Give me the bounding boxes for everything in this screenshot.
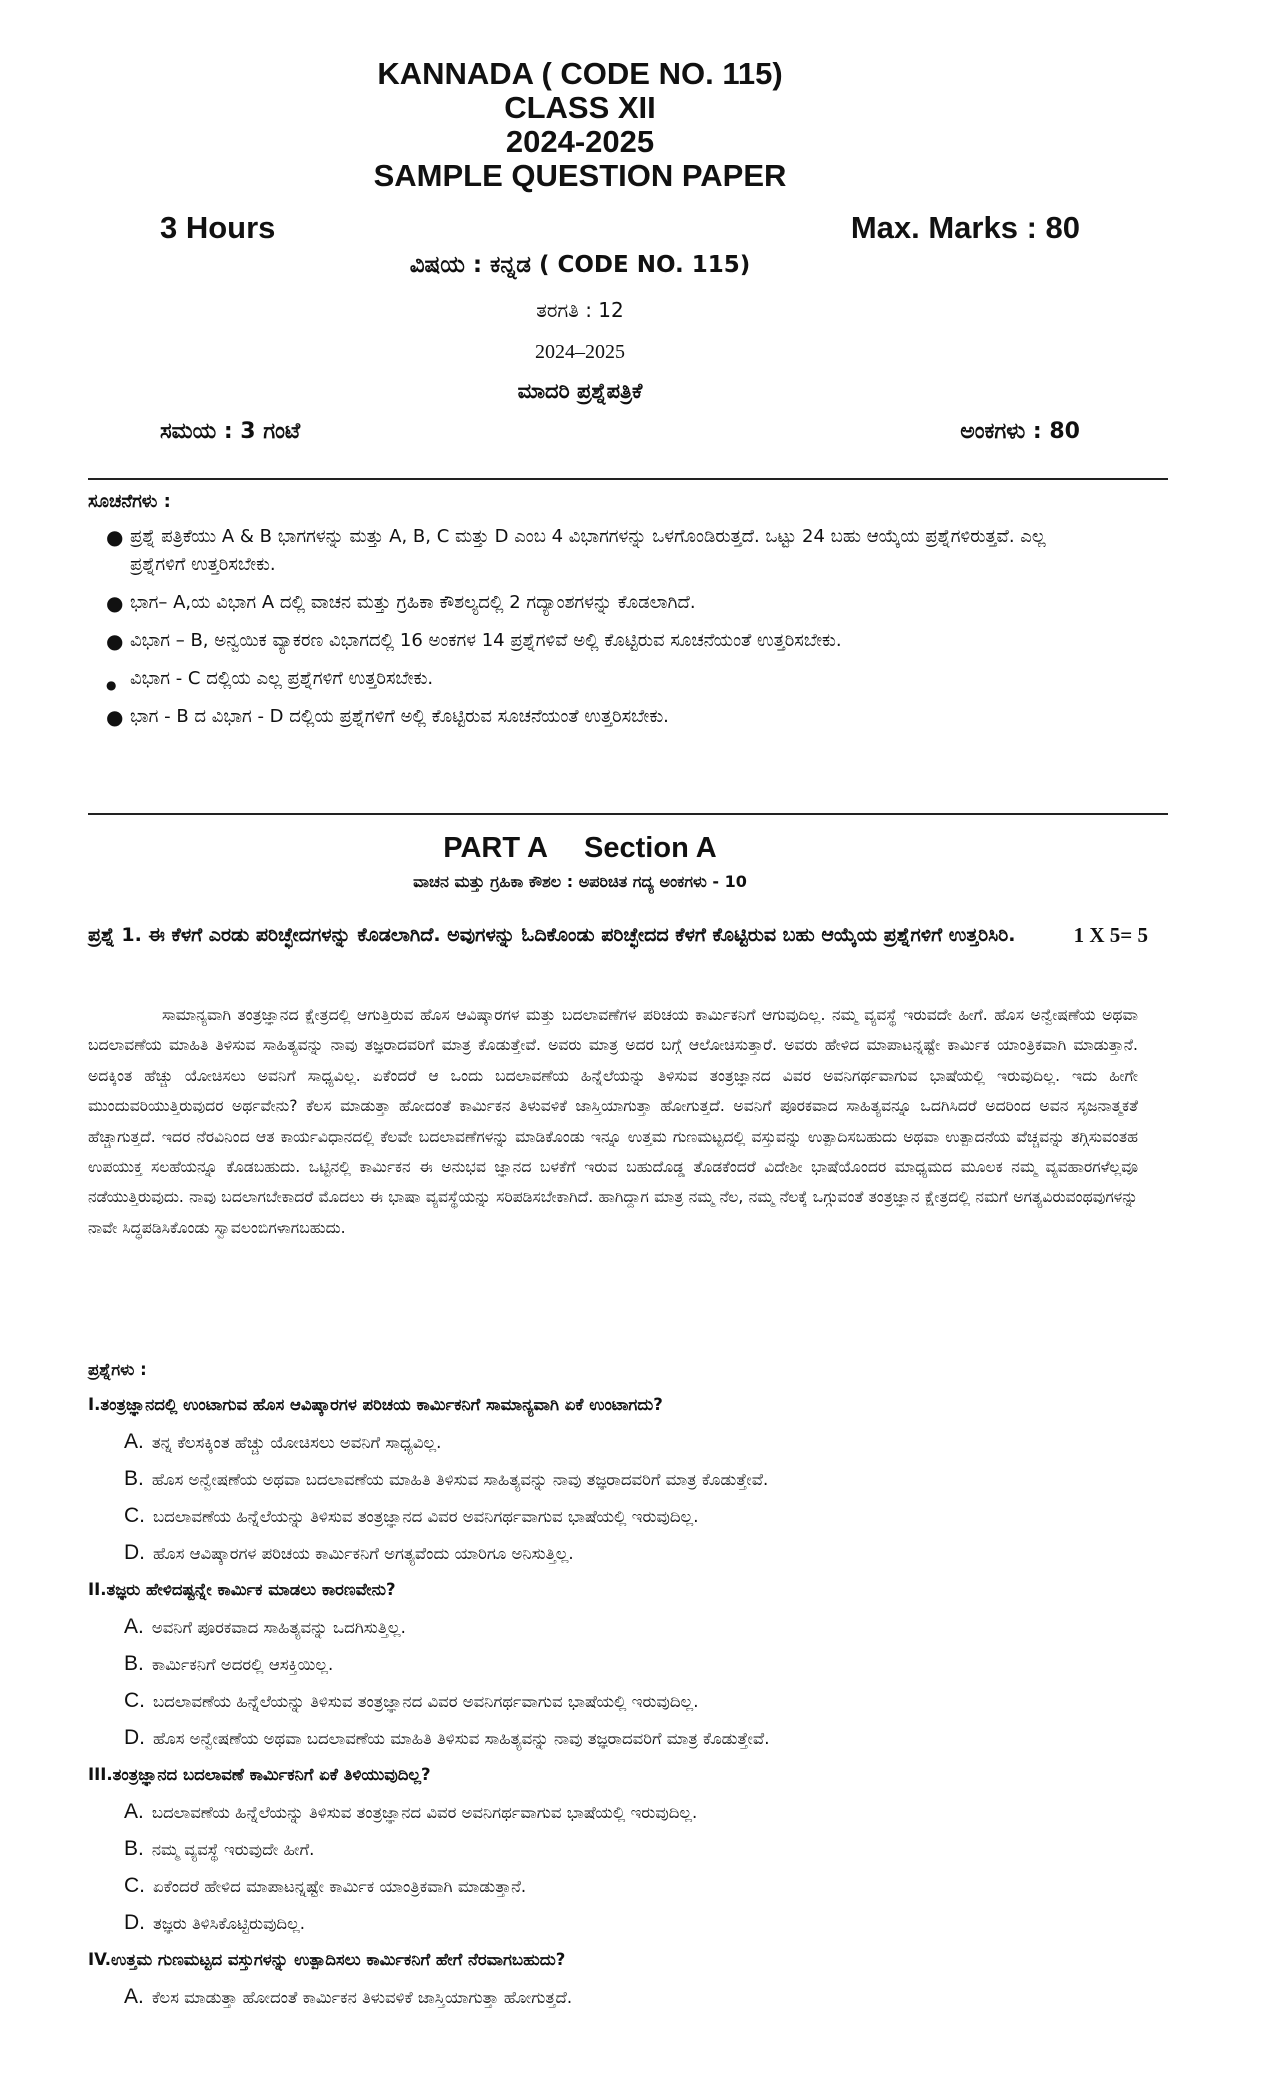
class-title: CLASS XII <box>504 90 656 125</box>
questions-heading: ಪ್ರಶ್ನೆಗಳು : <box>88 1360 147 1379</box>
instruction-item: ● ವಿಭಾಗ - C ದಲ್ಲಿಯ ಎಲ್ಲ ಪ್ರಶ್ನೆಗಳಿಗೆ ಉತ್ತರಿಸಬೇಕು. <box>88 665 1088 693</box>
question-block-4 <box>88 1941 1148 2015</box>
instruction-item: ● ಪ್ರಶ್ನೆ ಪತ್ರಿಕೆಯು A & B ಭಾಗಗಳನ್ನು ಮತ್ತು A, B, C ಮತ್ತು D ಎಂಬ 4 ವಿಭಾಗಗಳನ್ನು ಒಳಗೊಂಡಿರುತ್ತದೆ. ಒಟ್ಟು 24 ಬಹು ಆಯ್ಕೆಯ ಪ್ರಶ್ನೆಗಳಿರುತ್ತವೆ. ಎಲ್ಲ ಪ್ರಶ್ನೆಗಳಿಗೆ ಉತ್ತರಿಸಬೇಕು. <box>106 525 1046 575</box>
question-1-text: ಪ್ರಶ್ನೆ 1. ಈ ಕೆಳಗೆ ಎರಡು ಪರಿಚ್ಛೇದಗಳನ್ನು ಕೊಡಲಾಗಿದೆ. ಅವುಗಳನ್ನು ಓದಿಕೊಂಡು ಪರಿಚ್ಛೇದದ ಕೆಳಗೆ ಕೊಟ್ಟಿರುವ ಬಹು ಆಯ್ಕೆಯ ಪ್ರಶ್ನೆಗಳಿಗೆ ಉತ್ತರಿಸಿರಿ. <box>88 924 1016 946</box>
question-block-1 <box>88 1386 1148 1571</box>
bullet-icon: ● <box>106 525 124 549</box>
subject-title: KANNADA ( CODE NO. 115) <box>377 56 783 91</box>
kannada-year: 2024–2025 <box>535 341 625 363</box>
kannada-subject: ವಿಷಯ : ಕನ್ನಡ ( CODE NO. 115) <box>409 252 751 278</box>
question-block-2 <box>88 1571 1148 1756</box>
duration-label: 3 Hours <box>160 210 276 245</box>
instructions-list <box>88 523 1088 741</box>
duration-marks-row <box>160 210 1080 246</box>
bullet-icon: ● <box>106 591 124 615</box>
question-block-3 <box>88 1756 1148 1941</box>
bullet-icon: ● <box>106 629 124 653</box>
option-a: A. ತನ್ನ ಕೆಲಸಕ್ಕಿಂತ ಹೆಚ್ಚು ಯೋಚಿಸಲು ಅವನಿಗೆ ಸಾಧ್ಯವಿಲ್ಲ. <box>124 1430 442 1453</box>
question-text: III.ತಂತ್ರಜ್ಞಾನದ ಬದಲಾವಣೆ ಕಾರ್ಮಿಕನಿಗೆ ಏಕೆ ತಿಳಿಯುವುದಿಲ್ಲ? <box>88 1765 431 1784</box>
divider-middle <box>88 813 1168 815</box>
marks-label: ಅಂಕಗಳು : 80 <box>960 419 1080 444</box>
bullet-icon: ● <box>106 678 117 692</box>
question-1-marks: 1 X 5= 5 <box>1073 923 1148 947</box>
paper-title: SAMPLE QUESTION PAPER <box>373 158 787 193</box>
option-d: D. ತಜ್ಞರು ತಿಳಿಸಿಕೊಟ್ಟಿರುವುದಿಲ್ಲ. <box>124 1911 305 1934</box>
question-text: I.ತಂತ್ರಜ್ಞಾನದಲ್ಲಿ ಉಂಟಾಗುವ ಹೊಸ ಆವಿಷ್ಕಾರಗಳ ಪರಿಚಯ ಕಾರ್ಮಿಕನಿಗೆ ಸಾಮಾನ್ಯವಾಗಿ ಏಕೆ ಉಂಟಾಗದು? <box>88 1395 663 1414</box>
question-text: IV.ಉತ್ತಮ ಗುಣಮಟ್ಟದ ವಸ್ತುಗಳನ್ನು ಉತ್ಪಾದಿಸಲು ಕಾರ್ಮಿಕನಿಗೆ ಹೇಗೆ ನೆರವಾಗಬಹುದು? <box>88 1950 566 1969</box>
year-title: 2024-2025 <box>505 124 655 159</box>
kannada-paper-title: ಮಾದರಿ ಪ್ರಶ್ನೆಪತ್ರಿಕೆ <box>517 379 643 403</box>
section-label: Section A <box>584 832 717 864</box>
option-c: C. ಬದಲಾವಣೆಯ ಹಿನ್ನೆಲೆಯನ್ನು ತಿಳಿಸುವ ತಂತ್ರಜ್ಞಾನದ ವಿವರ ಅವನಿಗರ್ಥವಾಗುವ ಭಾಷೆಯಲ್ಲಿ ಇರುವುದಿಲ್ಲ. <box>124 1504 699 1527</box>
instruction-item: ● ಭಾಗ– A,ಯ ವಿಭಾಗ A ದಲ್ಲಿ ವಾಚನ ಮತ್ತು ಗ್ರಹಿಕಾ ಕೌಶಲ್ಯದಲ್ಲಿ 2 ಗದ್ಯಾಂಶಗಳನ್ನು ಕೊಡಲಾಗಿದೆ. <box>106 591 696 615</box>
passage-text: ಸಾಮಾನ್ಯವಾಗಿ ತಂತ್ರಜ್ಞಾನದ ಕ್ಷೇತ್ರದಲ್ಲಿ ಆಗುತ್ತಿರುವ ಹೊಸ ಆವಿಷ್ಕಾರಗಳ ಮತ್ತು ಬದಲಾವಣೆಗಳ ಪರಿಚಯ ಕಾರ್ಮಿಕನಿಗೆ ಆಗುವುದಿಲ್ಲ. ನಮ್ಮ ವ್ಯವಸ್ಥೆ ಇರುವದೇ ಹೀಗೆ. ಹೊಸ ಅನ್ವೇಷಣೆಯ ಅಥವಾ ಬದಲಾವಣೆಯ ಮಾಹಿತಿ ತಿಳಿಸುವ ಸಾಹಿತ್ಯವನ್ನು ನಾವು ತಜ್ಞರಾದವರಿಗೆ ಮಾತ್ರ ಕೊಡುತ್ತೇವೆ. ಅವರು ಮಾತ್ರ ಅದರ ಬಗ್ಗೆ ಆಲೋಚಿಸುತ್ತಾರೆ. ಅವರು ಹೇಳಿದ ಮಾಪಾಟನ್ನಷ್ಟೇ ಕಾರ್ಮಿಕ ಯಾಂತ್ರಿಕವಾಗಿ ಮಾಡುತ್ತಾನೆ. ಅದಕ್ಕಿಂತ ಹೆಚ್ಚು ಯೋಚಿಸಲು ಅವನಿಗೆ ಸಾಧ್ಯವಿಲ್ಲ. ಏಕೆಂದರೆ ಆ ಒಂದು ಬದಲಾವಣೆಯ ಹಿನ್ನೆಲೆಯನ್ನು ತಿಳಿಸುವ ತಂತ್ರಜ್ಞಾನದ ವಿವರ ಅವನಿಗರ್ಥವಾಗುವ ಭಾಷೆಯಲ್ಲಿ ಇರುವುದಿಲ್ಲ. ಇದು ಹೀಗೇ ಮುಂದುವರಿಯುತ್ತಿರುವುದರ ಅರ್ಥವೇನು? ಕೆಲಸ ಮಾಡುತ್ತಾ ಹೋದಂತೆ ಕಾರ್ಮಿಕನ ತಿಳುವಳಿಕೆ ಜಾಸ್ತಿಯಾಗುತ್ತಾ ಹೋಗುತ್ತದೆ. ಅವನಿಗೆ ಪೂರಕವಾದ ಸಾಹಿತ್ಯವನ್ನೂ ಒದಗಿಸಿದರೆ ಅದರಿಂದ ಅವನ ಸೃಜನಾತ್ಮಕತೆ ಹೆಚ್ಚಾಗುತ್ತದೆ. ಇದರ ನೆರವಿನಿಂದ ಆತ ಕಾರ್ಯವಿಧಾನದಲ್ಲಿ ಕೆಲವೇ ಬದಲಾವಣೆಗಳನ್ನು ಮಾಡಿಕೊಂಡು ಇನ್ನೂ ಉತ್ತಮ ಗುಣಮಟ್ಟದಲ್ಲಿ ವಸ್ತುವನ್ನು ಉತ್ಪಾದಿಸಬಹುದು ಅಥವಾ ಉತ್ಪಾದನೆಯ ವೆಚ್ಚವನ್ನು ತಗ್ಗಿಸುವಂತಹ ಉಪಯುಕ್ತ ಸಲಹೆಯನ್ನೂ ಕೊಡಬಹುದು. ಒಟ್ಟಿನಲ್ಲಿ ಕಾರ್ಮಿಕನ ಈ ಅನುಭವ ಜ್ಞಾನದ ಬಳಕೆಗೆ ಇರುವ ಬಹುದೊಡ್ಡ ತೊಡಕೆಂದರೆ ವಿದೇಶೀ ಭಾಷೆಯೊಂದರ ಮಾಧ್ಯಮದ ಮೂಲಕ ನಮ್ಮ ವ್ಯವಹಾರಗಳೆಲ್ಲವೂ ನಡೆಯುತ್ತಿರುವುದು. ನಾವು ಬದಲಾಗಬೇಕಾದರೆ ಮೊದಲು ಈ ಭಾಷಾ ವ್ಯವಸ್ಥೆಯನ್ನು ಸರಿಪಡಿಸಬೇಕಾಗಿದೆ. ಹಾಗಿದ್ದಾಗ ಮಾತ್ರ ನಮ್ಮ ನೆಲ, ನಮ್ಮ ನೆಲಕ್ಕೆ ಒಗ್ಗುವಂತೆ ತಂತ್ರಜ್ಞಾನ ಕ್ಷೇತ್ರದಲ್ಲಿ ನಮಗೆ ಅಗತ್ಯವಿರುವಂಥವುಗಳನ್ನು ನಾವೇ ಸಿದ್ಧಪಡಿಸಿಕೊಂಡು ಸ್ವಾವಲಂಬಿಗಳಾಗಬಹುದು. <box>88 1006 1138 1237</box>
option-a: A. ಕೆಲಸ ಮಾಡುತ್ತಾ ಹೋದಂತೆ ಕಾರ್ಮಿಕನ ತಿಳುವಳಿಕೆ ಜಾಸ್ತಿಯಾಗುತ್ತಾ ಹೋಗುತ್ತದೆ. <box>124 1985 573 2008</box>
option-d: D. ಹೊಸ ಆವಿಷ್ಕಾರಗಳ ಪರಿಚಯ ಕಾರ್ಮಿಕನಿಗೆ ಅಗತ್ಯವೆಂದು ಯಾರಿಗೂ ಅನಿಸುತ್ತಿಲ್ಲ. <box>124 1541 574 1564</box>
option-b: B. ಹೊಸ ಅನ್ವೇಷಣೆಯ ಅಥವಾ ಬದಲಾವಣೆಯ ಮಾಹಿತಿ ತಿಳಿಸುವ ಸಾಹಿತ್ಯವನ್ನು ನಾವು ತಜ್ಞರಾದವರಿಗೆ ಮಾತ್ರ ಕೊಡುತ್ತೇವೆ. <box>124 1467 769 1490</box>
bullet-icon: ● <box>106 705 124 729</box>
option-d: D. ಹೊಸ ಅನ್ವೇಷಣೆಯ ಅಥವಾ ಬದಲಾವಣೆಯ ಮಾಹಿತಿ ತಿಳಿಸುವ ಸಾಹಿತ್ಯವನ್ನು ನಾವು ತಜ್ಞರಾದವರಿಗೆ ಮಾತ್ರ ಕೊಡುತ್ತೇವೆ. <box>124 1726 770 1749</box>
option-a: A. ಬದಲಾವಣೆಯ ಹಿನ್ನೆಲೆಯನ್ನು ತಿಳಿಸುವ ತಂತ್ರಜ್ಞಾನದ ವಿವರ ಅವನಿಗರ್ಥವಾಗುವ ಭಾಷೆಯಲ್ಲಿ ಇರುವುದಿಲ್ಲ. <box>124 1800 698 1823</box>
section-subtitle: ವಾಚನ ಮತ್ತು ಗ್ರಹಿಕಾ ಕೌಶಲ : ಅಪರಿಚಿತ ಗದ್ಯ ಅಂಕಗಳು - 10 <box>413 872 747 891</box>
instruction-item: ● ವಿಭಾಗ – B, ಅನ್ವಯಿಕ ವ್ಯಾಕರಣ ವಿಭಾಗದಲ್ಲಿ 16 ಅಂಕಗಳ 14 ಪ್ರಶ್ನೆಗಳಿವೆ ಅಲ್ಲಿ ಕೊಟ್ಟಿರುವ ಸೂಚನೆಯಂತೆ ಉತ್ತರಿಸಬೇಕು. <box>106 629 842 653</box>
kannada-class: ತರಗತಿ : 12 <box>536 298 624 322</box>
question-text: II.ತಜ್ಞರು ಹೇಳಿದಷ್ಟನ್ನೇ ಕಾರ್ಮಿಕ ಮಾಡಲು ಕಾರಣವೇನು? <box>88 1580 396 1599</box>
part-section-heading <box>0 832 1160 865</box>
english-header <box>0 57 1160 193</box>
option-a: A. ಅವನಿಗೆ ಪೂರಕವಾದ ಸಾಹಿತ್ಯವನ್ನು ಒದಗಿಸುತ್ತಿಲ್ಲ. <box>124 1615 406 1638</box>
option-c: C. ಬದಲಾವಣೆಯ ಹಿನ್ನೆಲೆಯನ್ನು ತಿಳಿಸುವ ತಂತ್ರಜ್ಞಾನದ ವಿವರ ಅವನಿಗರ್ಥವಾಗುವ ಭಾಷೆಯಲ್ಲಿ ಇರುವುದಿಲ್ಲ. <box>124 1689 699 1712</box>
option-b: B. ನಮ್ಮ ವ್ಯವಸ್ಥೆ ಇರುವುದೇ ಹೀಗೆ. <box>124 1837 315 1860</box>
max-marks-label: Max. Marks : 80 <box>850 210 1080 245</box>
instruction-item: ● ಭಾಗ - B ದ ವಿಭಾಗ - D ದಲ್ಲಿಯ ಪ್ರಶ್ನೆಗಳಿಗೆ ಅಲ್ಲಿ ಕೊಟ್ಟಿರುವ ಸೂಚನೆಯಂತೆ ಉತ್ತರಿಸಬೇಕು. <box>106 705 669 729</box>
option-b: B. ಕಾರ್ಮಿಕನಿಗೆ ಅದರಲ್ಲಿ ಆಸಕ್ತಿಯಿಲ್ಲ. <box>124 1652 334 1675</box>
divider-top <box>88 478 1168 480</box>
time-label: ಸಮಯ : 3 ಗಂಟೆ <box>160 419 301 444</box>
part-label: PART A <box>443 832 548 864</box>
option-c: C. ಏಕೆಂದರೆ ಹೇಳಿದ ಮಾಪಾಟನ್ನಷ್ಟೇ ಕಾರ್ಮಿಕ ಯಾಂತ್ರಿಕವಾಗಿ ಮಾಡುತ್ತಾನೆ. <box>124 1874 527 1897</box>
question-1-heading <box>88 914 1148 956</box>
instructions-title: ಸೂಚನೆಗಳು : <box>88 491 171 512</box>
